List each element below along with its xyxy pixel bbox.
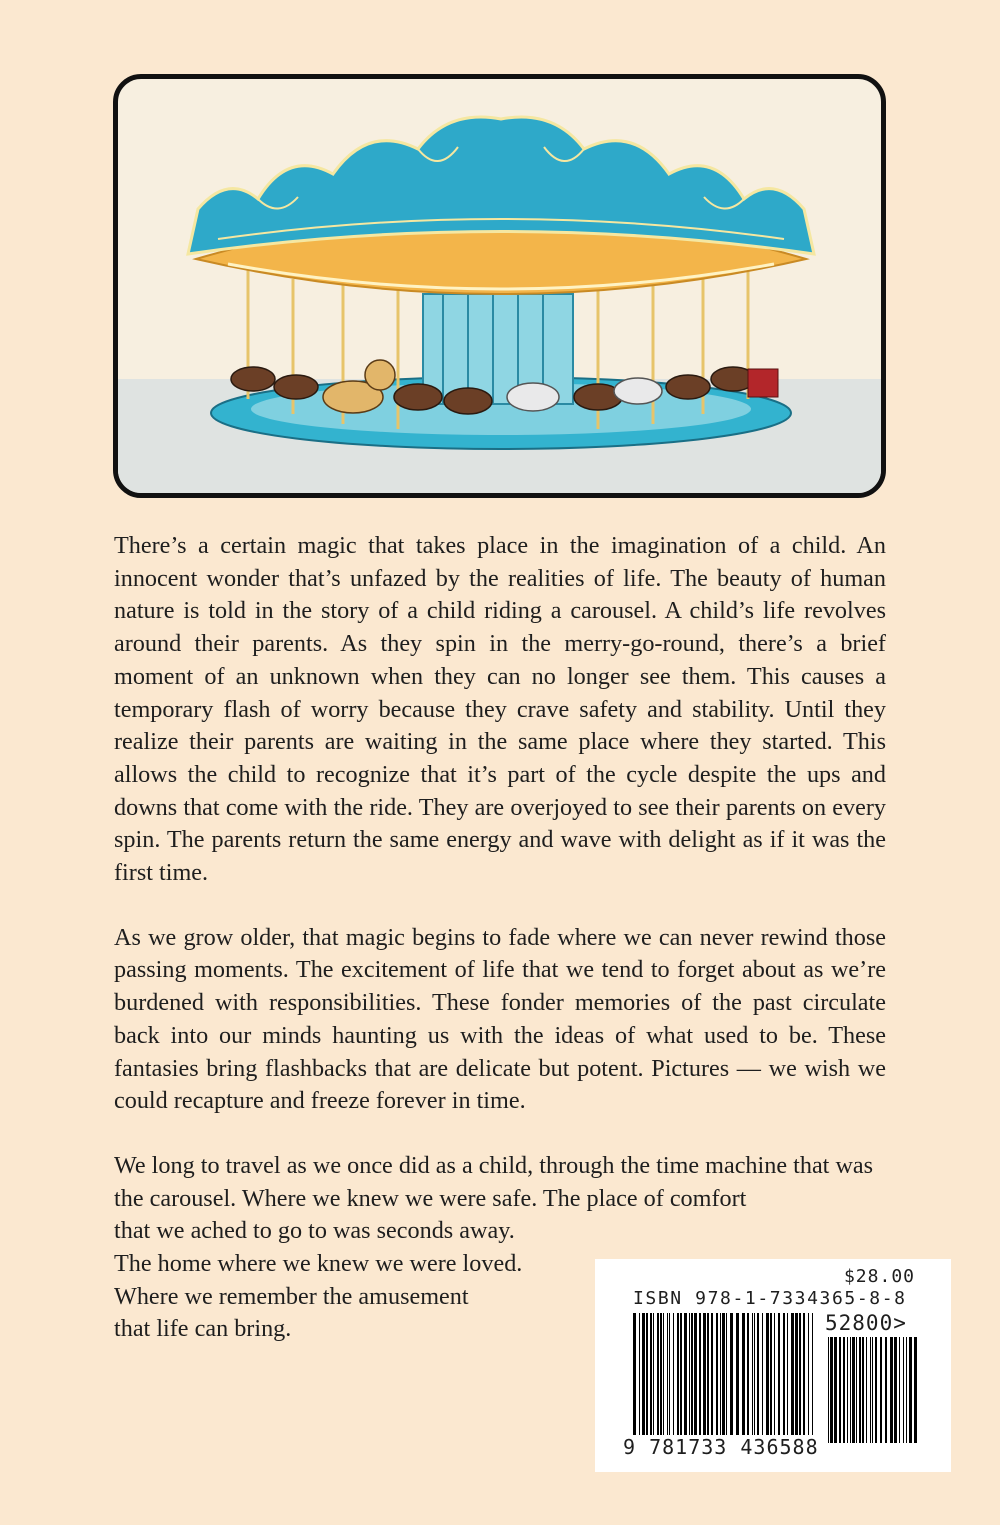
barcode-bar	[808, 1313, 809, 1445]
barcode-bar	[852, 1337, 855, 1443]
barcode-bar	[633, 1313, 636, 1445]
barcode-bar	[774, 1313, 775, 1445]
closing-line: the carousel. Where we knew we were safe. The place of comfort	[114, 1184, 747, 1212]
barcode-bar	[803, 1313, 805, 1445]
barcode-bar	[859, 1337, 861, 1443]
isbn: ISBN 978-1-7334365-8-8	[633, 1288, 907, 1309]
carousel-illustration-frame	[113, 74, 886, 498]
barcode-bar	[646, 1313, 648, 1445]
barcode-bar	[639, 1313, 640, 1445]
barcode-bar	[770, 1313, 772, 1445]
barcode-bar	[730, 1313, 733, 1445]
barcode-bar	[791, 1313, 794, 1445]
barcode-bar	[726, 1313, 727, 1445]
barcode-bar	[757, 1313, 759, 1445]
barcode-bar	[906, 1337, 907, 1443]
barcode-bar	[843, 1337, 845, 1443]
paragraph-1: There’s a certain magic that takes place in the imagination of a child. An innocent wonder that’s unfazed by the realities of life. The beauty of human nature is told in the story of a child riding a carousel. A child’s life revolves around their parents. As they spin in the merry-go-round, there’s a brief moment of an unknown when they can no longer see them. This causes a temporary flash of worry because they crave safety and stability. Until they realize their parents are waiting in the same place where they started. This allows the child to recognize that it’s part of the cycle despite the ups and downs that come with the ride. They are overjoyed to see their parents on every spin. The parents return the same energy and wave with delight as if it was the first time.	[114, 532, 886, 887]
barcode-bar	[828, 1337, 829, 1443]
barcode-bar	[866, 1337, 867, 1443]
barcode-bar	[669, 1313, 670, 1445]
barcode-bar	[839, 1337, 841, 1443]
barcode-bar	[667, 1313, 668, 1445]
barcode-bar	[812, 1313, 813, 1445]
barcode-bar	[890, 1337, 893, 1443]
barcode-bar	[862, 1337, 864, 1443]
barcode-bar	[703, 1313, 706, 1445]
barcode-bar	[691, 1313, 693, 1445]
barcode-bar	[736, 1313, 739, 1445]
barcode-bar	[856, 1337, 857, 1443]
barcode-bar	[673, 1313, 674, 1445]
barcode-bar	[766, 1313, 769, 1445]
barcode-bar	[707, 1313, 709, 1445]
barcode-bar	[742, 1313, 745, 1445]
barcode-bar	[903, 1337, 904, 1443]
barcode-bar	[762, 1313, 763, 1445]
closing-line: Where we remember the amusement	[114, 1282, 469, 1310]
barcode-bar	[747, 1313, 749, 1445]
barcode-bar	[894, 1337, 897, 1443]
carousel-chariot	[748, 369, 778, 397]
barcode-box	[595, 1259, 951, 1472]
barcode-bar	[834, 1337, 837, 1443]
barcode-bar	[783, 1313, 785, 1445]
barcode-bar	[684, 1313, 687, 1445]
closing-line: that we ached to go to was seconds away.	[114, 1217, 515, 1245]
barcode-bar	[778, 1313, 780, 1445]
barcode-bar	[880, 1337, 882, 1443]
barcode-bar	[914, 1337, 917, 1443]
barcode-bar	[694, 1313, 697, 1445]
barcode-bar	[720, 1313, 721, 1445]
barcode-bar	[850, 1337, 851, 1443]
closing-line: that life can bring.	[114, 1315, 292, 1343]
barcode-bar	[787, 1313, 788, 1445]
isbn-barcode	[633, 1313, 818, 1445]
barcode-bar	[899, 1337, 900, 1443]
barcode-bar	[875, 1337, 877, 1443]
price: $28.00	[843, 1266, 915, 1287]
barcode-bar	[872, 1337, 873, 1443]
barcode-bar	[795, 1313, 798, 1445]
price-barcode	[828, 1337, 918, 1443]
barcode-digits: 9 781733 436588	[623, 1435, 819, 1459]
barcode-bar	[847, 1337, 848, 1443]
barcode-bar	[657, 1313, 659, 1445]
barcode-bar	[642, 1313, 645, 1445]
barcode-bar	[830, 1337, 833, 1443]
barcode-bar	[711, 1313, 713, 1445]
barcode-bar	[699, 1313, 701, 1445]
paragraph-2: As we grow older, that magic begins to fade where we can never rewind those passing moments. The excitement of life that we tend to forget about as we’re burdened with responsibilities. These fonder memories of the past circulate back into our minds haunting us with the ideas of what used to be. These fantasies bring flashbacks that are delicate but potent. Pictures — we wish we could recapture and freeze forever in time.	[114, 923, 886, 1115]
barcode-bar	[909, 1337, 912, 1443]
barcode-bar	[752, 1313, 753, 1445]
barcode-bar	[799, 1313, 801, 1445]
barcode-bar	[885, 1337, 887, 1443]
barcode-bar	[653, 1313, 654, 1445]
barcode-bar	[650, 1313, 652, 1445]
closing-line: We long to travel as we once did as a child, through the time machine that was	[114, 1151, 874, 1179]
closing-line: The home where we knew we were loved.	[114, 1250, 523, 1278]
barcode-bar	[663, 1313, 664, 1445]
barcode-bar	[660, 1313, 662, 1445]
barcode-bar	[689, 1313, 690, 1445]
barcode-bar	[754, 1313, 755, 1445]
barcode-bar	[680, 1313, 682, 1445]
carousel-illustration	[118, 79, 881, 493]
back-cover-text	[114, 530, 886, 1346]
price-addon: 52800>	[825, 1311, 907, 1335]
barcode-bar	[716, 1313, 718, 1445]
barcode-bar	[722, 1313, 725, 1445]
barcode-bar	[870, 1337, 871, 1443]
barcode-bar	[677, 1313, 679, 1445]
